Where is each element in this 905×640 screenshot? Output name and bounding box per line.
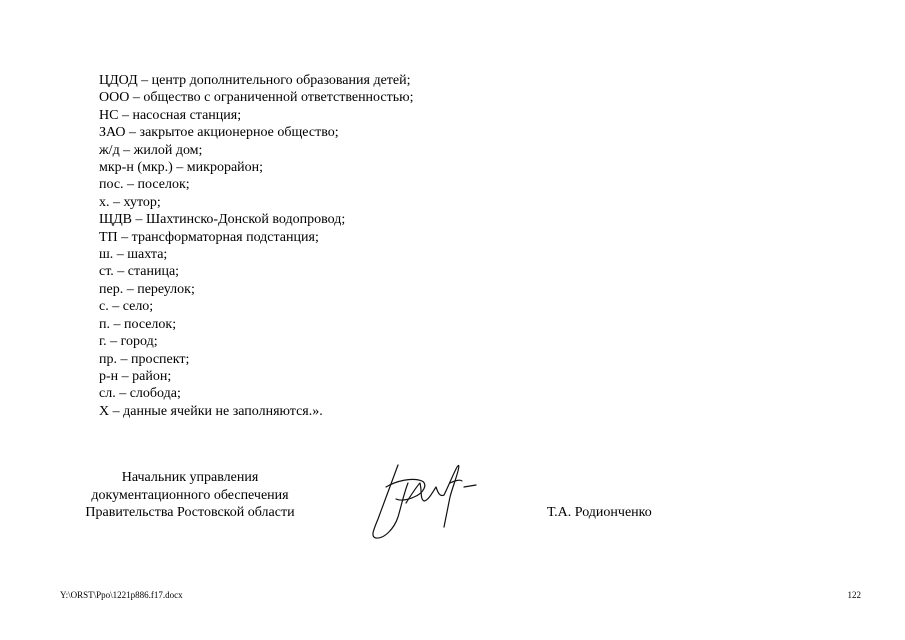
abbreviation-item: ст. – станица; <box>99 264 180 280</box>
abbreviation-item: с. – село; <box>99 299 154 315</box>
abbreviation-item: ЩДВ – Шахтинско-Донской водопровод; <box>99 212 346 228</box>
signer-name: Т.А. Родионченко <box>547 505 652 520</box>
abbreviation-item: ООО – общество с ограниченной ответственностью; <box>99 90 414 106</box>
abbreviation-item: п. – поселок; <box>99 316 177 332</box>
abbreviation-item: Х – данные ячейки не заполняются.». <box>99 403 323 419</box>
abbreviation-item: ш. – шахта; <box>99 247 168 263</box>
abbreviation-list <box>99 72 413 420</box>
signer-position-line: Начальник управления <box>121 470 259 485</box>
abbreviation-item: ТП – трансформаторная подстанция; <box>99 229 319 245</box>
signer-position-line: документационного обеспечения <box>91 487 289 503</box>
abbreviation-item: х. – хутор; <box>99 194 161 210</box>
abbreviation-item: ЦДОД – центр дополнительного образования детей; <box>99 73 411 88</box>
abbreviation-item: р-н – район; <box>99 368 172 384</box>
abbreviation-item: г. – город; <box>99 334 158 350</box>
footer-file-path: Y:\ORST\Ppo\1221p886.f17.docx <box>60 590 183 600</box>
abbreviation-item: ЗАО – закрытое акционерное общество; <box>99 125 339 141</box>
signer-position <box>40 469 340 522</box>
abbreviation-item: ж/д – жилой дом; <box>99 142 203 158</box>
abbreviation-item: пер. – переулок; <box>99 281 195 297</box>
signer-position-line: Правительства Ростовской области <box>85 505 295 520</box>
abbreviation-item: сл. – слобода; <box>99 386 181 402</box>
abbreviation-item: мкр-н (мкр.) – микрорайон; <box>99 160 264 176</box>
page-number: 122 <box>847 590 861 600</box>
abbreviation-item: пр. – проспект; <box>99 351 190 367</box>
handwritten-signature <box>366 457 478 541</box>
abbreviation-item: НС – насосная станция; <box>99 107 242 123</box>
abbreviation-item: пос. – поселок; <box>99 177 190 193</box>
